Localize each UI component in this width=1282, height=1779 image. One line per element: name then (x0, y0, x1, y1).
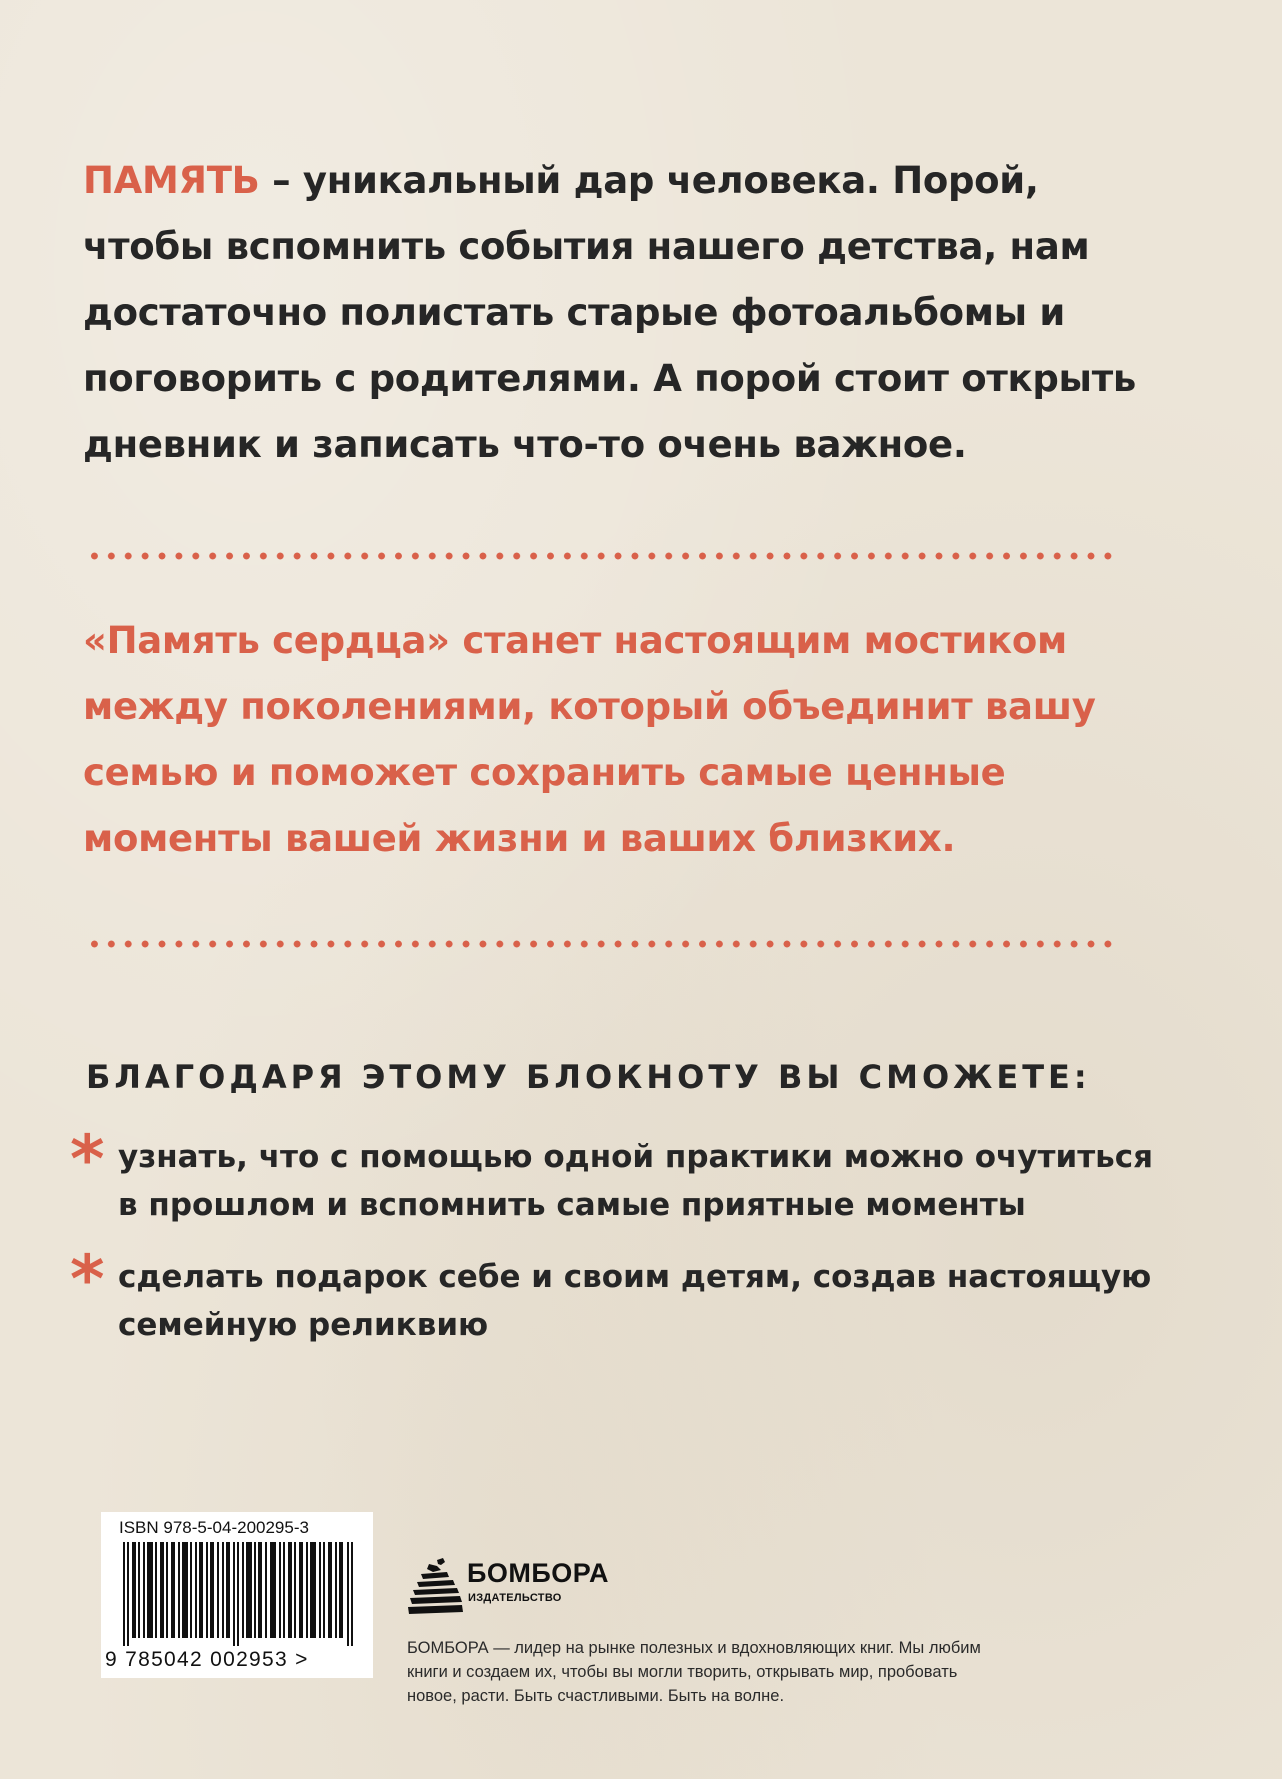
asterisk-icon: * (70, 1241, 105, 1318)
barcode-bars (123, 1542, 359, 1646)
benefit-text: сделать подарок себе и своим детям, создав настоящую семейную реликвию (118, 1259, 1152, 1343)
dotted-divider-bottom (86, 940, 1116, 948)
benefit-item (70, 1241, 1160, 1353)
publisher-logo (407, 1556, 617, 1616)
isbn-barcode (101, 1512, 373, 1678)
quote-paragraph: «Память сердца» станет настоящим мостиком между поколениями, который объединит вашу семью и поможет сохранить самые ценные моменты вашей жизни и ваших близких. (83, 619, 1096, 860)
bombora-logo-icon (407, 1556, 463, 1616)
publisher-subtitle: ИЗДАТЕЛЬСТВО (468, 1592, 562, 1604)
intro-lead-word: ПАМЯТЬ (83, 159, 260, 202)
dotted-divider-top (86, 552, 1116, 560)
benefit-text: узнать, что с помощью одной практики можно очутиться в прошлом и вспомнить самые приятные моменты (118, 1139, 1154, 1223)
intro-body: – уникальный дар человека. Порой, чтобы вспомнить события нашего детства, нам достаточно полистать старые фотоальбомы и поговорить с родителями. А порой стоит открыть дневник и записать что-то очень важное. (83, 159, 1136, 466)
benefits-heading: БЛАГОДАРЯ ЭТОМУ БЛОКНОТУ ВЫ СМОЖЕТЕ: (86, 1058, 1091, 1096)
publisher-name: БОМБОРА (467, 1558, 609, 1588)
benefit-item (70, 1121, 1160, 1233)
publisher-description: БОМБОРА — лидер на рынке полезных и вдохновляющих книг. Мы любим книги и создаем их, чтобы вы могли творить, открывать мир, пробовать новое, расти. Быть счастливыми. Быть на волне. (407, 1639, 981, 1705)
isbn-label: ISBN 978-5-04-200295-3 (119, 1518, 309, 1537)
intro-paragraph (83, 148, 1163, 478)
asterisk-icon: * (70, 1121, 105, 1198)
barcode-digits: 9 785042 002953 > (105, 1648, 309, 1671)
